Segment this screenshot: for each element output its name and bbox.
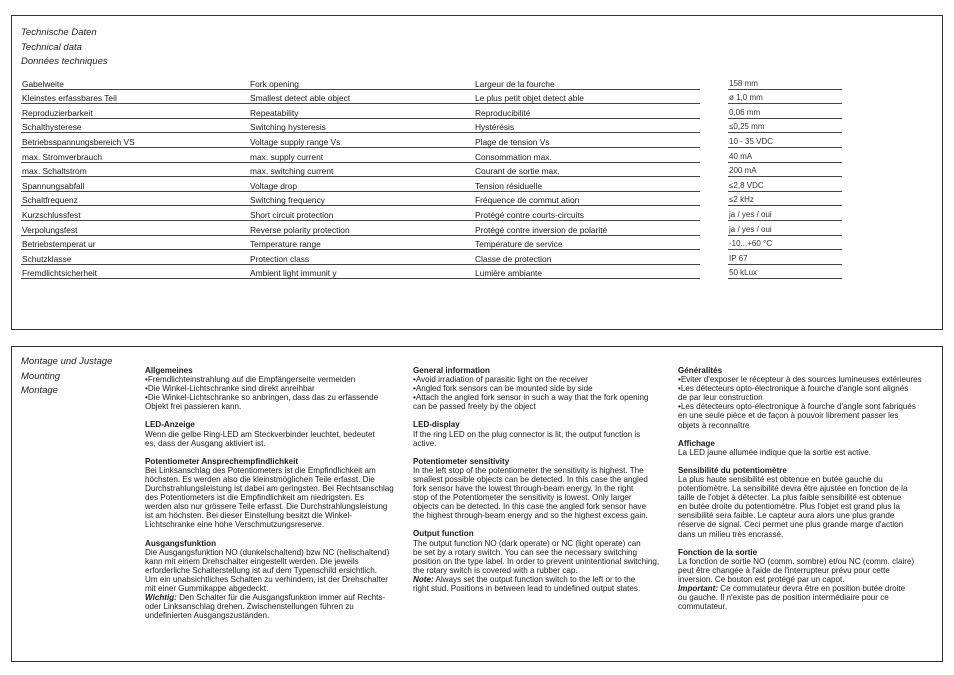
text-line: de par leur construction xyxy=(678,393,763,403)
spec-value: ≤2 kHz xyxy=(728,191,842,206)
text-line: erforderliche Schalterstellung ist auf dem Typenschild ersichtlich. xyxy=(145,565,377,575)
note-line xyxy=(413,575,675,584)
spec-gap xyxy=(700,191,728,206)
section xyxy=(145,420,407,447)
spec-label-en: max. supply current xyxy=(249,147,474,162)
text-line: Durchstrahlungsleistung ist dabei am geringsten. Bei Rechtsanschlag xyxy=(145,484,394,494)
text-line: •Avoid irradiation of parasitic light on the receiver xyxy=(413,375,588,385)
text-line: the highest through-beam energy and so the highest excess gain. xyxy=(413,511,648,521)
spec-label-fr: Plage de tension Vs xyxy=(474,133,700,148)
spec-row xyxy=(21,104,842,119)
spec-row xyxy=(21,162,842,177)
section-heading: Affichage xyxy=(678,438,715,448)
spec-label-en: Protection class xyxy=(249,250,474,265)
spec-row xyxy=(21,235,842,250)
text-line: •Fremdlichteinstrahlung auf die Empfängerseite vermeiden xyxy=(145,375,356,385)
spec-gap xyxy=(700,118,728,133)
spec-label-de: max. Stromverbrauch xyxy=(21,147,249,162)
text-line: Bei Linksanschlag des Potentiometers ist die Empfindlichkeit am xyxy=(145,465,376,475)
technical-data-headings xyxy=(21,26,108,70)
text-line: taille de l'objet à détecter. La plus faible sensibilité est obtenue xyxy=(678,493,902,503)
spec-label-en: Smallest detect able object xyxy=(249,89,474,104)
spec-gap xyxy=(700,75,728,89)
text-line: potentiomètre. La sensibilité devra être ajustée en fonction de la xyxy=(678,484,908,494)
note-text: Ce commutateur devra être en position butée droite xyxy=(718,583,906,593)
heading-en: Mounting xyxy=(21,370,61,382)
spec-label-fr: Lumière ambiante xyxy=(474,264,700,279)
spec-gap xyxy=(700,220,728,235)
text-line: réserve de signal. Ceci permet une plus grande marge d'action xyxy=(678,520,904,530)
heading-en: Technical data xyxy=(21,41,82,53)
text-line: ist am höchsten. Bei dieser Einstellung besitzt die Winkel- xyxy=(145,511,352,521)
mounting-text-fr xyxy=(678,366,940,620)
spec-label-fr: Le plus petit objet detect able xyxy=(474,89,700,104)
spec-label-en: Switching frequency xyxy=(249,191,474,206)
note-line: commutateur. xyxy=(678,602,728,612)
spec-label-fr: Protégé contre inversion de polarité xyxy=(474,220,700,235)
text-line: Die Ausgangsfunktion NO (dunkelschaltend) bzw NC (hellschaltend) xyxy=(145,547,390,557)
spec-gap xyxy=(700,250,728,265)
text-line: stop of the Potentiometer the sensitivity is lowest. Only larger xyxy=(413,493,632,503)
section xyxy=(678,439,940,457)
section xyxy=(145,539,407,621)
heading-fr: Données techniques xyxy=(21,56,108,67)
text-line: des Potentiometers ist die Empfindlichkeit am niedrigsten. Es xyxy=(145,493,365,503)
spec-gap xyxy=(700,235,728,250)
spec-label-fr: Tension résiduelle xyxy=(474,177,700,192)
spec-gap xyxy=(700,147,728,162)
spec-gap xyxy=(700,206,728,221)
spec-label-en: Repeatability xyxy=(249,104,474,119)
spec-gap xyxy=(700,162,728,177)
spec-value: 50 kLux xyxy=(728,264,842,279)
text-line: •Eviter d'exposer le récepteur à des sources lumineuses extérieures xyxy=(678,375,922,385)
text-line: La plus haute sensibilité est obtenue en butée gauche du xyxy=(678,474,883,484)
note-label: Note: xyxy=(413,574,434,584)
spec-row xyxy=(21,191,842,206)
text-line: In the left stop of the potentiometer the sensitivity is highest. The xyxy=(413,465,644,475)
spec-value: 158 mm xyxy=(728,75,842,89)
spec-label-en: Fork opening xyxy=(249,75,474,89)
spec-row xyxy=(21,118,842,133)
heading-de: Montage und Justage xyxy=(21,356,113,367)
spec-label-de: Betriebsspannungsbereich VS xyxy=(21,133,249,148)
section-heading: Output function xyxy=(413,529,474,539)
text-line: Wenn die gelbe Ring-LED am Steckverbinder leuchtet, bedeutet xyxy=(145,429,375,439)
text-line: objets à reconnaître xyxy=(678,420,750,430)
text-line: mit einer Gummikappe abgedeckt. xyxy=(145,583,269,593)
spec-row xyxy=(21,89,842,104)
text-line: active. xyxy=(413,438,437,448)
spec-label-en: Voltage drop xyxy=(249,177,474,192)
text-line: sensibilité sera faible. Le capteur aura alors une plus grande xyxy=(678,511,895,521)
note-label: Important: xyxy=(678,583,719,593)
section-heading: LED-display xyxy=(413,420,460,430)
section-heading: Généralités xyxy=(678,366,723,375)
spec-label-de: Schutzklasse xyxy=(21,250,249,265)
spec-value: 40 mA xyxy=(728,147,842,162)
spec-label-fr: Température de service xyxy=(474,235,700,250)
section xyxy=(413,366,675,411)
spec-label-de: Fremdlichtsicherheit xyxy=(21,264,249,279)
spec-value: ja / yes / oui xyxy=(728,220,842,235)
text-line: fork sensor have the lowest through-beam energy. In the right xyxy=(413,484,634,494)
text-line: position on the type label. In order to prevent unintentional switching, xyxy=(413,556,660,566)
note-line: undefinierten Ausgangszuständen. xyxy=(145,611,270,621)
text-line: the rotary switch is covered with a rubber cap. xyxy=(413,565,578,575)
text-line: The output function NO (dark operate) or NC (light operate) can xyxy=(413,538,641,548)
spec-label-de: Kleinstes erfassbares Teil xyxy=(21,89,249,104)
section-heading: Potentiometer sensitivity xyxy=(413,456,510,466)
spec-label-de: Kurzschlussfest xyxy=(21,206,249,221)
section xyxy=(145,366,407,411)
mounting-text-en xyxy=(413,366,675,602)
spec-label-en: Short circuit protection xyxy=(249,206,474,221)
mounting-text-de xyxy=(145,366,407,629)
note-text: Den Schalter für die Ausgangsfunktion immer auf Rechts- xyxy=(176,593,386,603)
text-line: •Attach the angled fork sensor in such a way that the fork opening xyxy=(413,393,649,403)
spec-label-fr: Hystérésis xyxy=(474,118,700,133)
text-line: Objekt frei passieren kann. xyxy=(145,402,242,412)
section-heading: LED-Anzeige xyxy=(145,420,195,430)
text-line: en butée droite du potentiomètre. Plus l'objet est grand plus la xyxy=(678,502,901,512)
spec-label-fr: Courant de sortie max. xyxy=(474,162,700,177)
spec-row xyxy=(21,133,842,148)
text-line: •Les détecteurs opto-électronique à fourche d'angle sont fabriqués xyxy=(678,402,916,412)
note-line xyxy=(678,584,940,593)
section xyxy=(145,457,407,530)
section-heading: Ausgangsfunktion xyxy=(145,538,217,548)
spec-value: 0,06 mm xyxy=(728,104,842,119)
text-line: smallest possible objects can be detected. In this case the angled xyxy=(413,474,648,484)
text-line: La LED jaune allumée indique que la sortie est active. xyxy=(678,447,872,457)
text-line: •Die Winkel-Lichtschranke sind direkt anreihbar xyxy=(145,384,315,394)
text-line: dans un milieu très encrassé. xyxy=(678,529,784,539)
spec-label-de: Reproduzierbarkeit xyxy=(21,104,249,119)
spec-row xyxy=(21,177,842,192)
note-line: ou gauche. Il n'existe pas de position intermédiaire pour ce xyxy=(678,593,889,603)
spec-row xyxy=(21,147,842,162)
mounting-panel xyxy=(11,346,943,662)
mounting-headings xyxy=(21,355,112,399)
heading-fr: Montage xyxy=(21,385,58,396)
text-line: kann mit einem Drehschalter eingestellt werden. Die jeweils xyxy=(145,556,359,566)
spec-row xyxy=(21,264,842,279)
text-line: can be passed freely by the object xyxy=(413,402,536,412)
spec-label-fr: Largeur de la fourche xyxy=(474,75,700,89)
text-line: werden also nur grössere Teile erfasst. Die Durchstrahlungsleistung xyxy=(145,502,388,512)
spec-gap xyxy=(700,89,728,104)
note-line xyxy=(145,593,407,602)
text-line: •Angled fork sensors can be mounted side by side xyxy=(413,384,593,394)
spec-gap xyxy=(700,133,728,148)
spec-row xyxy=(21,206,842,221)
text-line: objects can be detected. In this case the angled fork sensor have xyxy=(413,502,647,512)
text-line: höchsten. Es werden also die kleinstmöglichen Teile erfasst. Die xyxy=(145,474,375,484)
spec-label-fr: Classe de protection xyxy=(474,250,700,265)
spec-label-en: Reverse polarity protection xyxy=(249,220,474,235)
section-heading: Allgemeines xyxy=(145,366,193,375)
spec-label-de: Betriebstemperat ur xyxy=(21,235,249,250)
spec-label-de: Gabelweite xyxy=(21,75,249,89)
spec-label-de: Schaltfrequenz xyxy=(21,191,249,206)
section xyxy=(413,420,675,447)
spec-gap xyxy=(700,104,728,119)
note-text: Always set the output function switch to the left or to the xyxy=(433,574,636,584)
section-heading: Potentiometer Ansprechempfindlichkeit xyxy=(145,456,299,466)
spec-label-fr: Protégé contre courts-circuits xyxy=(474,206,700,221)
section xyxy=(413,457,675,521)
spec-label-de: Schalthysterese xyxy=(21,118,249,133)
spec-table xyxy=(21,75,842,279)
text-line: es, dass der Ausgang aktiviert ist. xyxy=(145,438,266,448)
section-heading: Sensibilité du potentiomètre xyxy=(678,465,787,475)
text-line: •Die Winkel-Lichtschranke so anbringen, dass das zu erfassende xyxy=(145,393,379,403)
note-label: Wichtig: xyxy=(145,593,177,603)
spec-value: ≤2,8 VDC xyxy=(728,177,842,192)
text-line: Um ein unabsichtliches Schalten zu verhindern, ist der Drehschalter xyxy=(145,574,388,584)
spec-label-fr: Fréquence de commut ation xyxy=(474,191,700,206)
spec-value: -10...+60 °C xyxy=(728,235,842,250)
spec-gap xyxy=(700,264,728,279)
spec-label-de: max. Schaltstrom xyxy=(21,162,249,177)
heading-de: Technische Daten xyxy=(21,27,97,38)
section-heading: Fonction de la sortie xyxy=(678,547,758,557)
spec-label-en: Ambient light immunit y xyxy=(249,264,474,279)
technical-data-panel xyxy=(11,15,943,330)
text-line: peut être changée à l'aide de l'interrupteur prévu pour cette xyxy=(678,565,890,575)
spec-value: 200 mA xyxy=(728,162,842,177)
text-line: be set by a rotary switch. You can see the necessary switching xyxy=(413,547,638,557)
spec-label-de: Verpolungsfest xyxy=(21,220,249,235)
text-line: If the ring LED on the plug connector is lit, the output function is xyxy=(413,429,641,439)
text-line: Lichtschranke eine hohe Verschmutzungsreserve. xyxy=(145,520,325,530)
spec-label-en: max. switching current xyxy=(249,162,474,177)
text-line: en une seule pièce et de façon à pouvoir librement passer les xyxy=(678,411,899,421)
note-line: oder Linksanschlag drehen. Zwischenstellungen führen zu xyxy=(145,602,354,612)
spec-value: 10 - 35 VDC xyxy=(728,133,842,148)
section-heading: General information xyxy=(413,366,490,375)
section xyxy=(678,366,940,430)
spec-label-en: Switching hysteresis xyxy=(249,118,474,133)
spec-label-de: Spannungsabfall xyxy=(21,177,249,192)
text-line: inversion. Ce bouton est protégé par un capot. xyxy=(678,574,845,584)
spec-row xyxy=(21,250,842,265)
spec-label-en: Temperature range xyxy=(249,235,474,250)
spec-value: ø 1,0 mm xyxy=(728,89,842,104)
spec-value: ≤0,25 mm xyxy=(728,118,842,133)
text-line: •Les détecteurs opto-électronique à fourche d'angle sont alignés xyxy=(678,384,909,394)
spec-value: ja / yes / oui xyxy=(728,206,842,221)
spec-label-fr: Reproducibilité xyxy=(474,104,700,119)
spec-label-en: Voltage supply range Vs xyxy=(249,133,474,148)
section xyxy=(413,529,675,593)
spec-gap xyxy=(700,177,728,192)
spec-row xyxy=(21,220,842,235)
note-line: right stud. Positions in between lead to undefined output states. xyxy=(413,583,641,593)
section xyxy=(678,548,940,612)
spec-label-fr: Consommation max. xyxy=(474,147,700,162)
spec-value: IP 67 xyxy=(728,250,842,265)
text-line: La fonction de sortie NO (comm. sombre) et/ou NC (comm. claire) xyxy=(678,556,915,566)
spec-row xyxy=(21,75,842,89)
section xyxy=(678,466,940,539)
